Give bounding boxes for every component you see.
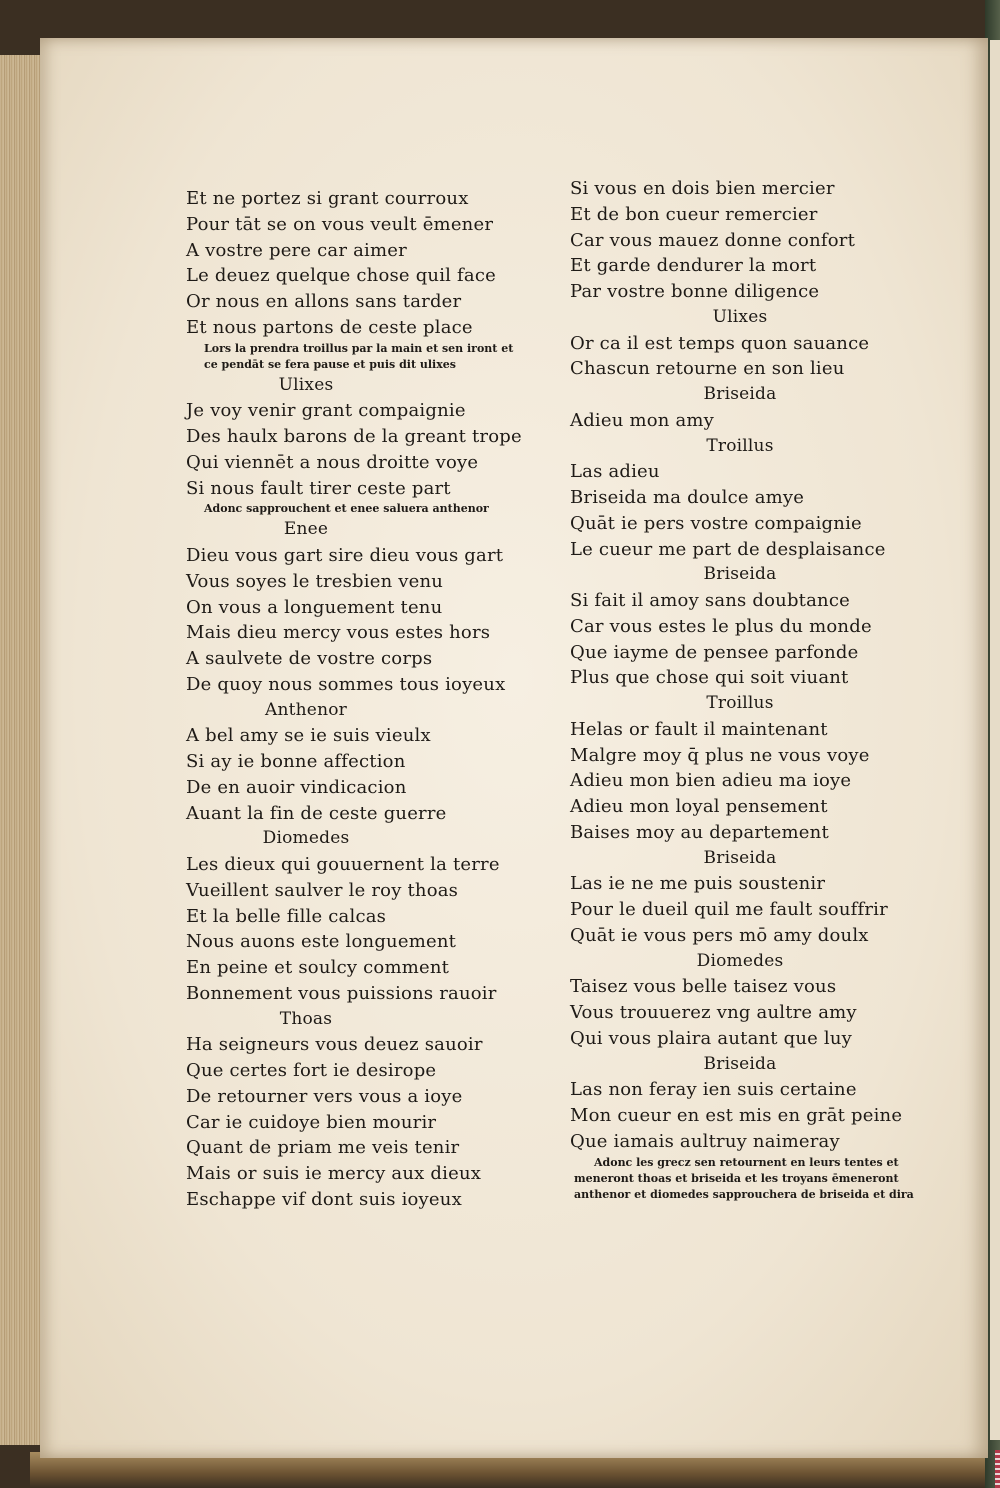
speaker-name: Diomedes: [696, 950, 784, 971]
verse-line: Que iamais aultruy naimeray: [570, 1130, 840, 1152]
verse-line: Ha seigneurs vous deuez sauoir: [186, 1034, 483, 1056]
verse-line: Et la belle fille calcas: [186, 905, 387, 927]
speaker-name: Diomedes: [262, 828, 350, 849]
left-text-column: [186, 186, 566, 1213]
verse-line: Quant de priam me veis tenir: [186, 1137, 460, 1159]
verse-line: Et de bon cueur remercier: [570, 203, 818, 225]
verse-line: Malgre moy q̄ plus ne vous voye: [570, 744, 870, 766]
verse-line: De en auoir vindicacion: [186, 776, 407, 798]
verse-line: Pour tāt se on vous veult ēmener: [186, 213, 494, 235]
verse-line: Je voy venir grant compaignie: [186, 400, 466, 422]
verse-line: Or ca il est temps quon sauance: [570, 332, 870, 354]
verse-line: Mon cueur en est mis en grāt peine: [570, 1105, 903, 1126]
verse-line: Et ne portez si grant courroux: [186, 188, 469, 209]
speaker-name: Briseida: [703, 847, 777, 868]
speaker-name: Ulixes: [278, 374, 334, 395]
verse-line: On vous a longuement tenu: [186, 596, 443, 618]
verse-line: Que iayme de pensee parfonde: [570, 641, 859, 663]
bookmark-ribbon: [995, 1450, 1000, 1488]
verse-line: Le cueur me part de desplaisance: [570, 538, 886, 560]
speaker-name: Briseida: [703, 384, 777, 404]
verse-line: Pour le dueil quil me fault souffrir: [570, 899, 888, 920]
verse-line: Si fait il amoy sans doubtance: [570, 590, 850, 611]
verse-line: Plus que chose qui soit viuant: [570, 667, 849, 689]
stage-direction: ce pendāt se fera pause et puis dit ulixes: [204, 357, 456, 371]
verse-line: Adieu mon amy: [570, 409, 715, 431]
verse-line: Des haulx barons de la greant trope: [186, 426, 522, 447]
page-edges-left: [0, 55, 42, 1445]
verse-line: En peine et soulcy comment: [186, 957, 450, 978]
verse-line: Helas or fault il maintenant: [570, 718, 828, 740]
verse-line: Car vous mauez donne confort: [570, 229, 856, 251]
verse-line: Qui vous plaira autant que luy: [570, 1027, 853, 1049]
speaker-name: Enee: [283, 519, 329, 540]
stage-direction: Adonc les grecz sen retournent en leurs tentes et: [594, 1155, 899, 1169]
verse-line: Vueillent saulver le roy thoas: [186, 879, 459, 901]
verse-line: Auant la fin de ceste guerre: [186, 802, 447, 824]
verse-line: Qui viennēt a nous droitte voye: [186, 451, 479, 473]
speaker-name: Ulixes: [712, 306, 768, 327]
verse-line: Adieu mon bien adieu ma ioye: [570, 770, 852, 792]
verse-line: Eschappe vif dont suis ioyeux: [186, 1188, 462, 1210]
speaker-name: Troillus: [706, 693, 774, 713]
verse-line: Si nous fault tirer ceste part: [186, 477, 451, 499]
verse-line: Le deuez quelque chose quil face: [186, 265, 496, 287]
verse-line: Que certes fort ie desirope: [186, 1060, 437, 1081]
right-text-column: [570, 176, 950, 1203]
verse-line: Les dieux qui gouuernent la terre: [186, 854, 500, 875]
verse-line: Baises moy au departement: [570, 821, 829, 843]
verse-line: Chascun retourne en son lieu: [570, 358, 845, 380]
verse-line: Adieu mon loyal pensement: [570, 796, 828, 817]
speaker-name: Anthenor: [265, 699, 347, 720]
verse-line: A vostre pere car aimer: [186, 239, 407, 261]
verse-line: Et garde dendurer la mort: [570, 255, 817, 277]
speaker-name: Thoas: [279, 1008, 333, 1029]
verse-line: Et nous partons de ceste place: [186, 316, 473, 338]
verse-line: Mais dieu mercy vous estes hors: [186, 622, 491, 644]
stage-direction: anthenor et diomedes sapprouchera de briseida et dira: [574, 1187, 914, 1201]
stage-direction: Adonc sapprouchent et enee saluera anthenor: [204, 502, 489, 516]
speaker-name: Briseida: [703, 564, 777, 585]
verse-line: A saulvete de vostre corps: [186, 648, 433, 669]
speaker-name: Troillus: [706, 435, 774, 456]
verse-line: Las adieu: [570, 461, 660, 483]
stage-direction: meneront thoas et briseida et les troyans ēmeneront: [574, 1171, 899, 1185]
verse-line: Taisez vous belle taisez vous: [570, 976, 837, 998]
verse-line: Car vous estes le plus du monde: [570, 615, 872, 637]
verse-line: De quoy nous sommes tous ioyeux: [186, 673, 506, 695]
verse-line: Mais or suis ie mercy aux dieux: [186, 1163, 482, 1184]
verse-line: Las ie ne me puis soustenir: [570, 873, 826, 895]
verse-line: A bel amy se ie suis vieulx: [186, 725, 431, 747]
verse-line: Dieu vous gart sire dieu vous gart: [186, 545, 504, 566]
speaker-name: Briseida: [703, 1053, 777, 1074]
verse-line: Vous soyes le tresbien venu: [186, 570, 444, 592]
facing-page-edge: [990, 40, 1000, 1440]
verse-line: Si ay ie bonne affection: [186, 751, 406, 772]
verse-line: De retourner vers vous a ioye: [186, 1085, 463, 1107]
verse-line: Or nous en allons sans tarder: [186, 291, 462, 312]
verse-line: Car ie cuidoye bien mourir: [186, 1111, 437, 1133]
verse-line: Vous trouuerez vng aultre amy: [570, 1002, 857, 1023]
verse-line: Briseida ma doulce amye: [570, 487, 805, 508]
verse-line: Bonnement vous puissions rauoir: [186, 982, 497, 1004]
verse-line: Nous auons este longuement: [186, 931, 457, 953]
verse-line: Las non feray ien suis certaine: [570, 1079, 857, 1101]
verse-line: Par vostre bonne diligence: [570, 281, 820, 302]
stage-direction: Lors la prendra troillus par la main et sen iront et: [204, 341, 514, 355]
verse-line: Quāt ie vous pers mō amy doulx: [570, 924, 869, 946]
verse-line: Si vous en dois bien mercier: [570, 178, 835, 199]
verse-line: Quāt ie pers vostre compaignie: [570, 512, 862, 534]
